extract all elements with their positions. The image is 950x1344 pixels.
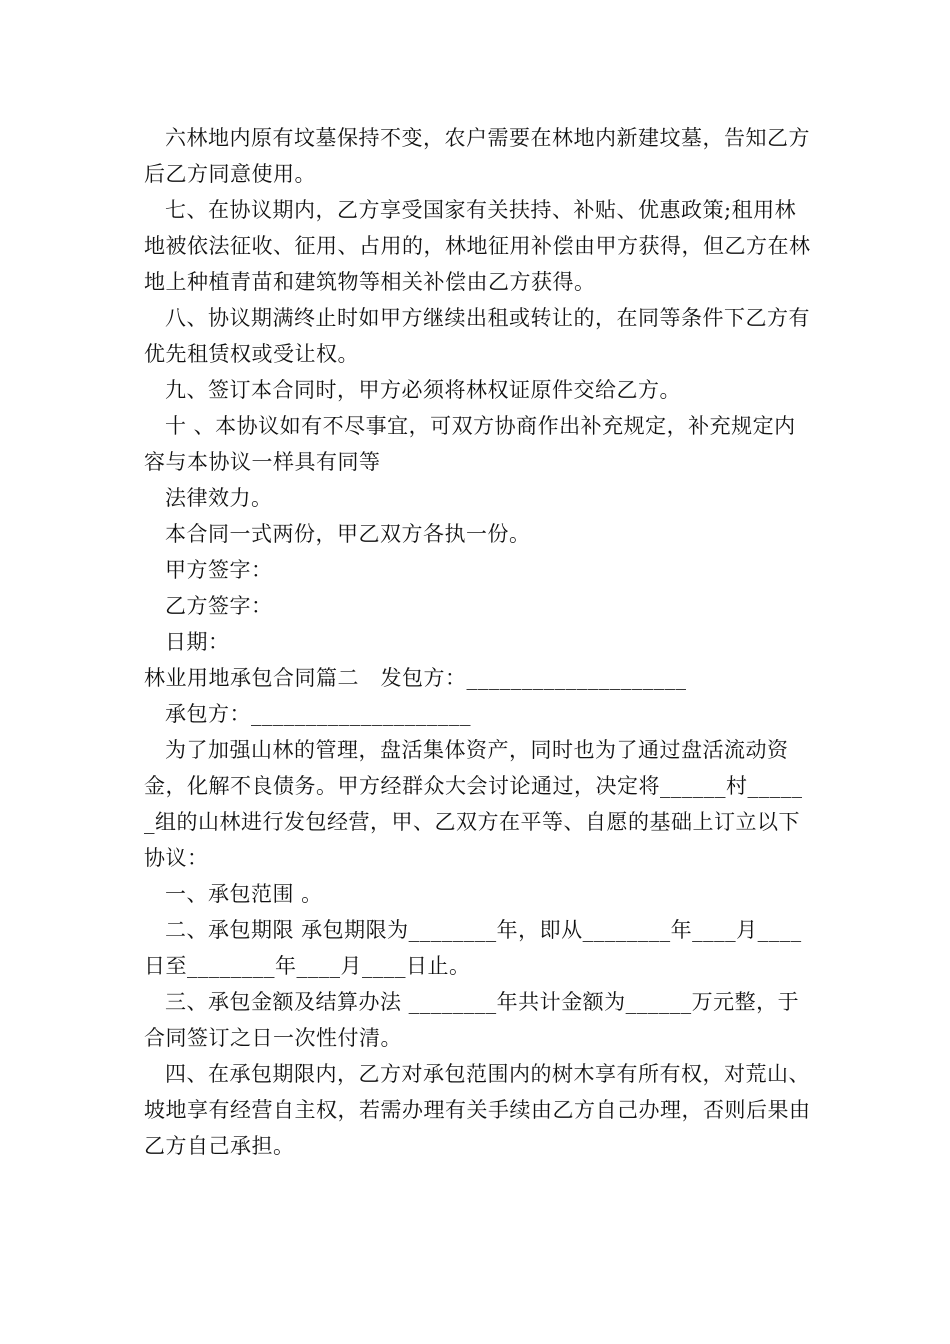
paragraph-copies: 本合同一式两份，甲乙双方各执一份。 <box>165 522 531 546</box>
paragraph-rights: 四、在承包期限内，乙方对承包范围内的树木享有所有权，对荒山、坡地享有经营自主权，若需办理有关手续由乙方自己办理，否则后果由乙方自己承担。 <box>144 1062 811 1158</box>
paragraph-clause-6: 六林地内原有坟墓保持不变，农户需要在林地内新建坟墓，告知乙方后乙方同意使用。 <box>144 126 810 186</box>
paragraph-preamble: 为了加强山林的管理，盘活集体资产，同时也为了通过盘活流动资金，化解不良债务。甲方经群众大会讨论通过，决定将______村______组的山林进行发包经营，甲、乙双方在平等、自愿的基础上订立以下协议： <box>144 738 803 870</box>
date-label: 日期： <box>165 630 230 654</box>
paragraph-clause-9: 九、签订本合同时，甲方必须将林权证原件交给乙方。 <box>165 378 681 402</box>
paragraph-clause-7: 七、在协议期内，乙方享受国家有关扶持、补贴、优惠政策;租用林地被依法征收、征用、占用的，林地征用补偿由甲方获得，但乙方在林地上种植青苗和建筑物等相关补偿由乙方获得。 <box>144 198 811 294</box>
paragraph-amount: 三、承包金额及结算办法 ________年共计金额为______万元整，于合同签订之日一次性付清。 <box>144 990 800 1050</box>
contract-two-heading: 林业用地承包合同篇二 发包方：____________________ <box>144 666 687 690</box>
paragraph-legal-effect: 法律效力。 <box>165 486 273 510</box>
party-b-signature-label: 乙方签字： <box>165 594 273 618</box>
document-body <box>144 120 812 1164</box>
paragraph-clause-8: 八、协议期满终止时如甲方继续出租或转让的，在同等条件下乙方有优先租赁权或受让权。 <box>144 306 810 366</box>
paragraph-clause-10: 十 、本协议如有不尽事宜，可双方协商作出补充规定，补充规定内容与本协议一样具有同等 <box>144 414 796 474</box>
paragraph-term: 二、承包期限 承包期限为________年，即从________年____月____日至________年____月____日止。 <box>144 918 802 978</box>
contractor-label: 承包方：____________________ <box>165 702 471 726</box>
paragraph-scope: 一、承包范围 。 <box>165 882 323 906</box>
party-a-signature-label: 甲方签字： <box>165 558 273 582</box>
